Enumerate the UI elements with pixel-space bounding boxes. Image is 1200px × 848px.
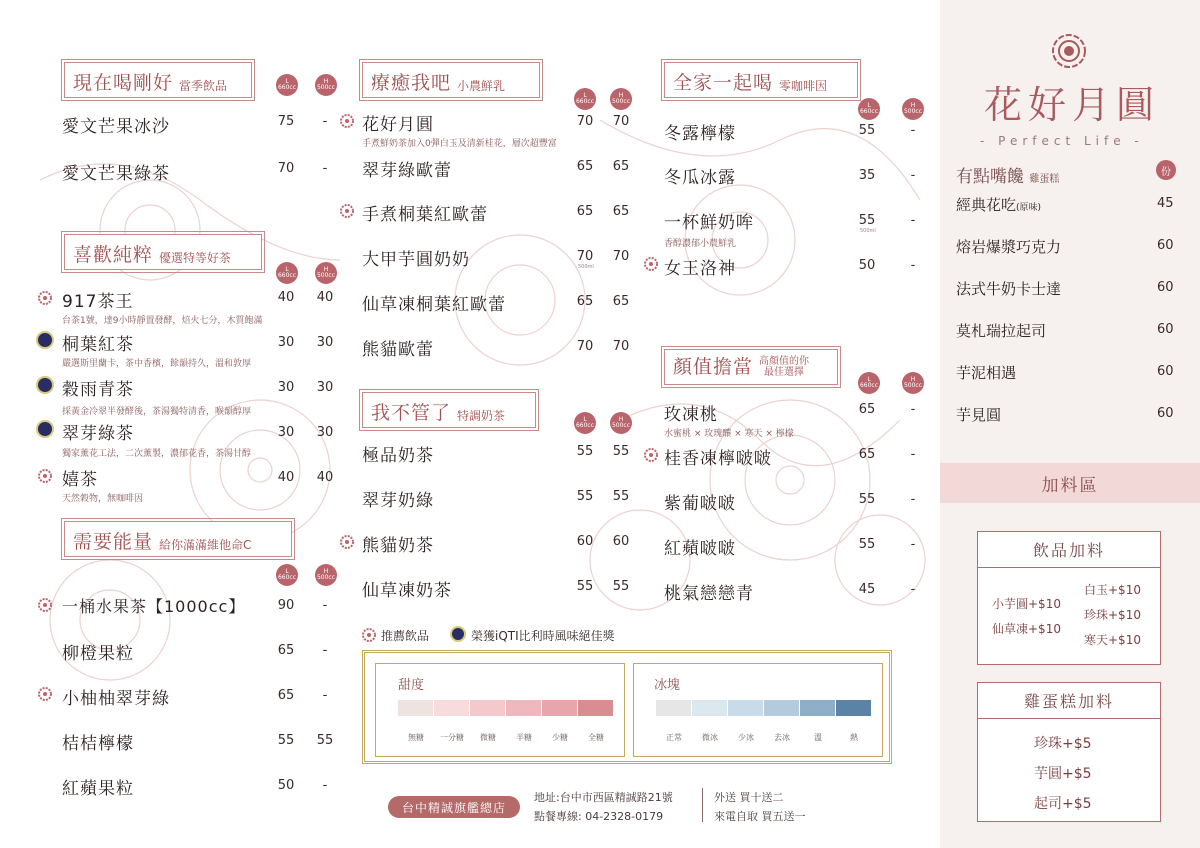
ice-swatch bbox=[800, 700, 835, 716]
price-l: 60 bbox=[576, 534, 594, 549]
price-h: 30 bbox=[316, 380, 334, 395]
section-title-seasonal bbox=[64, 62, 252, 98]
price-l: 70 bbox=[576, 114, 594, 129]
menu-item-name: 桐葉紅茶 bbox=[62, 335, 134, 355]
cake-item-name: 芋泥相遇 bbox=[956, 364, 1017, 382]
cup-letter: H bbox=[323, 568, 329, 575]
price-l: 65 bbox=[576, 204, 594, 219]
store-address: 地址:台中市西區精誠路21號 bbox=[534, 791, 673, 804]
sweetness-level-label: 少糖 bbox=[552, 733, 568, 742]
section-title-text: 療癒我吧 bbox=[371, 72, 452, 94]
price-l: 40 bbox=[277, 290, 295, 305]
recommend-flower-icon bbox=[340, 535, 354, 549]
section-title-milk-tea bbox=[362, 392, 536, 428]
menu-item-name: 紅蘋果粒 bbox=[62, 779, 134, 799]
price-l: 55 bbox=[277, 733, 295, 748]
price-h: 55 bbox=[612, 579, 630, 594]
cup-size-h-icon bbox=[902, 98, 924, 120]
legend-recommend: 推薦飲品 bbox=[381, 629, 430, 643]
section-title-text: 喜歡純粹 bbox=[73, 244, 154, 266]
cup-size-h-icon bbox=[902, 372, 924, 394]
price-h: - bbox=[322, 114, 328, 129]
cup-size: 500cc bbox=[611, 98, 631, 105]
ice-swatch bbox=[656, 700, 691, 716]
price-h: 30 bbox=[316, 335, 334, 350]
sweetness-swatch bbox=[434, 700, 469, 716]
cup-size-l-icon bbox=[858, 372, 880, 394]
cup-letter: H bbox=[910, 376, 916, 383]
recommend-flower-icon bbox=[38, 687, 52, 701]
sweetness-swatch bbox=[542, 700, 577, 716]
price-l: 55 bbox=[858, 123, 876, 138]
cake-section-title bbox=[956, 162, 1059, 187]
cake-item-price: 60 bbox=[1157, 406, 1174, 421]
section-title-healing bbox=[362, 62, 540, 98]
section-title-text: 需要能量 bbox=[73, 531, 154, 553]
price-l: 45 bbox=[858, 582, 876, 597]
cake-toppings-box bbox=[977, 682, 1161, 822]
menu-item-name: 冬露檸檬 bbox=[664, 124, 736, 144]
cup-letter: H bbox=[323, 266, 329, 273]
topping-item: 寒天+$10 bbox=[1084, 633, 1141, 647]
menu-item-name: 917茶王 bbox=[62, 292, 134, 312]
cup-size-l-icon bbox=[574, 88, 596, 110]
price-h: 55 bbox=[612, 489, 630, 504]
award-badge-icon bbox=[450, 626, 466, 642]
sweetness-swatch bbox=[398, 700, 433, 716]
menu-item-name: 一桶水果茶【1000cc】 bbox=[62, 597, 246, 616]
cake-item-price: 45 bbox=[1157, 196, 1174, 211]
sweetness-swatch bbox=[578, 700, 613, 716]
topping-item: 白玉+$10 bbox=[1084, 583, 1141, 597]
cake-item-note: (原味) bbox=[1016, 203, 1042, 213]
price-h: 55 bbox=[612, 444, 630, 459]
cup-size: 660cc bbox=[859, 382, 879, 389]
cake-item-price: 60 bbox=[1157, 280, 1174, 295]
price-h: 55 bbox=[316, 733, 334, 748]
price-h: - bbox=[910, 537, 916, 552]
menu-item-description: 台茶1號，達9小時靜置發酵，焙火七分，木質飽滿 bbox=[62, 316, 263, 326]
sweetness-panel bbox=[375, 663, 625, 757]
section-subtitle-line2: 最佳選擇 bbox=[764, 367, 805, 378]
cup-size: 660cc bbox=[277, 84, 297, 91]
menu-item-name: 愛文芒果綠茶 bbox=[62, 164, 170, 184]
menu-item-name: 愛文芒果冰沙 bbox=[62, 117, 170, 137]
price-h: - bbox=[322, 161, 328, 176]
price-l: 75 bbox=[277, 114, 295, 129]
topping-item: 芋圓+$5 bbox=[1034, 766, 1092, 782]
price-l: 65 bbox=[576, 159, 594, 174]
price-l: 30 bbox=[277, 425, 295, 440]
ice-level-label: 溫 bbox=[814, 733, 822, 742]
cake-item-name: 熔岩爆漿巧克力 bbox=[956, 238, 1062, 256]
delivery-promo: 外送 買十送二 bbox=[714, 791, 784, 804]
price-l: 65 bbox=[576, 294, 594, 309]
section-subtitle: 當季飲品 bbox=[179, 78, 228, 93]
cup-size-h-icon bbox=[610, 88, 632, 110]
cup-size: 660cc bbox=[859, 108, 879, 115]
sweetness-ice-chart bbox=[362, 650, 892, 764]
cup-size: 660cc bbox=[575, 422, 595, 429]
price-h: - bbox=[910, 213, 916, 228]
price-l: 65 bbox=[858, 402, 876, 417]
cup-size-l-icon bbox=[276, 74, 298, 96]
recommend-flower-icon bbox=[38, 291, 52, 305]
menu-item-name: 一杯鮮奶哞 bbox=[664, 213, 754, 233]
cake-item-price: 60 bbox=[1157, 238, 1174, 253]
menu-item-description: 嚴選斯里蘭卡，茶中香檳，餘韻持久，溫和敦厚 bbox=[62, 359, 252, 369]
price-h: - bbox=[322, 778, 328, 793]
per-portion-badge: 份 bbox=[1156, 160, 1176, 180]
topping-item: 仙草凍+$10 bbox=[992, 622, 1061, 636]
cup-letter: H bbox=[323, 78, 329, 85]
cup-letter: H bbox=[910, 102, 916, 109]
cake-item-price: 60 bbox=[1157, 364, 1174, 379]
menu-item-name: 小柚柚翠芽綠 bbox=[62, 689, 170, 709]
ice-swatch bbox=[764, 700, 799, 716]
menu-item-name: 紅蘋啵啵 bbox=[664, 539, 736, 559]
cup-size: 500cc bbox=[316, 272, 336, 279]
cake-item-price: 60 bbox=[1157, 322, 1174, 337]
topping-item: 小芋圓+$10 bbox=[992, 597, 1061, 611]
sweetness-level-label: 半糖 bbox=[516, 733, 532, 742]
cup-size-l-icon bbox=[276, 564, 298, 586]
menu-item-name: 仙草凍奶茶 bbox=[362, 581, 452, 601]
topping-item: 起司+$5 bbox=[1034, 796, 1092, 812]
menu-item-name: 桂香凍檸啵啵 bbox=[664, 449, 772, 469]
award-badge-icon bbox=[36, 331, 54, 349]
recommend-flower-icon bbox=[340, 114, 354, 128]
price-h: - bbox=[910, 258, 916, 273]
price-l: 70 bbox=[576, 339, 594, 354]
price-h: - bbox=[910, 492, 916, 507]
menu-item-name: 玫凍桃 bbox=[664, 405, 718, 425]
cup-size: 500cc bbox=[316, 574, 336, 581]
ice-level-label: 去冰 bbox=[774, 733, 790, 742]
price-l: 70 bbox=[277, 161, 295, 176]
cup-size: 500cc bbox=[316, 84, 336, 91]
menu-item-name: 冬瓜冰露 bbox=[664, 168, 736, 188]
topping-item: 珍珠+$10 bbox=[1084, 608, 1141, 622]
menu-item-name: 翠芽綠歐蕾 bbox=[362, 161, 452, 181]
cake-item-name: 莫札瑞拉起司 bbox=[956, 322, 1047, 340]
price-l: 90 bbox=[277, 598, 295, 613]
price-h: - bbox=[910, 447, 916, 462]
price-l: 65 bbox=[277, 643, 295, 658]
menu-item-name: 熊貓歐蕾 bbox=[362, 340, 434, 360]
section-subtitle: 小農鮮乳 bbox=[457, 78, 506, 93]
price-l: 55 bbox=[576, 579, 594, 594]
menu-item-name: 極品奶茶 bbox=[362, 446, 434, 466]
price-l: 30 bbox=[277, 380, 295, 395]
recommend-flower-icon bbox=[38, 598, 52, 612]
menu-item-name: 穀雨青茶 bbox=[62, 380, 134, 400]
recommend-flower-icon bbox=[644, 257, 658, 271]
cup-size: 500cc bbox=[903, 108, 923, 115]
cake-item-name: 芋見圓 bbox=[956, 406, 1002, 424]
sweetness-swatch bbox=[470, 700, 505, 716]
cake-title: 有點嘴饞 bbox=[956, 167, 1024, 187]
cup-letter: H bbox=[618, 92, 624, 99]
price-l: 65 bbox=[277, 688, 295, 703]
price-h: 70 bbox=[612, 249, 630, 264]
section-title-text: 現在喝剛好 bbox=[73, 72, 174, 94]
ice-label: 冰塊 bbox=[654, 678, 681, 693]
section-title-pure-tea bbox=[64, 234, 262, 270]
price-h: 40 bbox=[316, 290, 334, 305]
cup-letter: L bbox=[285, 266, 289, 273]
cup-letter: L bbox=[583, 92, 587, 99]
section-title-text: 我不管了 bbox=[371, 402, 452, 424]
footer-divider bbox=[702, 788, 703, 822]
toppings-band: 加料區 bbox=[940, 463, 1200, 503]
menu-item-name: 翠芽綠茶 bbox=[62, 424, 134, 444]
price-h: - bbox=[910, 123, 916, 138]
price-l: 55 bbox=[576, 489, 594, 504]
cup-size: 500cc bbox=[611, 422, 631, 429]
cup-letter: L bbox=[583, 416, 587, 423]
cup-letter: L bbox=[285, 78, 289, 85]
menu-item-name: 桃氣戀戀青 bbox=[664, 584, 754, 604]
section-subtitle: 優選特等好茶 bbox=[159, 250, 232, 265]
cup-size-h-icon bbox=[315, 74, 337, 96]
sweetness-level-label: 無糖 bbox=[408, 733, 424, 742]
price-l: 55 bbox=[858, 492, 876, 507]
menu-item-name: 桔桔檸檬 bbox=[62, 734, 134, 754]
cup-size-l-icon bbox=[574, 412, 596, 434]
price-l: 55 bbox=[858, 213, 876, 228]
menu-item-name: 大甲芋圓奶奶 bbox=[362, 250, 470, 270]
cake-item-label: 經典花吃 bbox=[956, 196, 1017, 214]
recommend-flower-icon bbox=[644, 448, 658, 462]
price-l: 30 bbox=[277, 335, 295, 350]
cup-letter: L bbox=[285, 568, 289, 575]
section-title-text: 全家一起喝 bbox=[673, 72, 774, 94]
menu-item-name: 仙草凍桐葉紅歐蕾 bbox=[362, 295, 506, 315]
cup-letter: L bbox=[867, 376, 871, 383]
cake-subtitle: 雞蛋糕 bbox=[1029, 174, 1060, 185]
price-h: 65 bbox=[612, 294, 630, 309]
price-h: - bbox=[322, 598, 328, 613]
cup-size: 660cc bbox=[277, 272, 297, 279]
price-l: 50 bbox=[277, 778, 295, 793]
section-subtitle: 零咖啡因 bbox=[779, 78, 828, 93]
ice-level-label: 正常 bbox=[666, 733, 682, 742]
price-h: 65 bbox=[612, 159, 630, 174]
price-h: 65 bbox=[612, 204, 630, 219]
cup-size-h-icon bbox=[610, 412, 632, 434]
drink-toppings-box bbox=[977, 531, 1161, 665]
menu-item-name: 手煮桐葉紅歐蕾 bbox=[362, 205, 488, 225]
section-title-energy bbox=[64, 521, 292, 557]
cup-size-l-icon bbox=[276, 262, 298, 284]
store-name-badge: 台中精誠旗艦總店 bbox=[388, 796, 520, 818]
cake-toppings-title: 雞蛋糕加料 bbox=[978, 683, 1160, 719]
cup-size-h-icon bbox=[315, 564, 337, 586]
price-l: 70 bbox=[576, 249, 594, 264]
section-title-family bbox=[664, 62, 858, 98]
volume-note: 500ml bbox=[860, 228, 876, 234]
price-h: - bbox=[910, 168, 916, 183]
pickup-promo: 來電自取 買五送一 bbox=[714, 810, 806, 823]
price-h: 60 bbox=[612, 534, 630, 549]
section-subtitle-line1: 高顏值的你 bbox=[759, 355, 810, 367]
menu-item-description: 天然穀物，無咖啡因 bbox=[62, 494, 144, 504]
cup-letter: H bbox=[618, 416, 624, 423]
section-subtitle: 特調奶茶 bbox=[457, 408, 506, 423]
recommend-flower-icon bbox=[340, 204, 354, 218]
brand-tagline: - Perfect Life - bbox=[980, 134, 1144, 148]
recommend-flower-icon bbox=[38, 469, 52, 483]
menu-item-name: 翠芽奶綠 bbox=[362, 491, 434, 511]
ice-swatch bbox=[692, 700, 727, 716]
price-h: - bbox=[322, 643, 328, 658]
sweetness-level-label: 全糖 bbox=[588, 733, 604, 742]
menu-item-description: 水蜜桃 × 玫瑰釀 × 寒天 × 檸檬 bbox=[664, 429, 794, 439]
menu-item-name: 嬉茶 bbox=[62, 470, 98, 490]
brand-name: 花好月圓 bbox=[984, 83, 1161, 127]
cup-size: 500cc bbox=[903, 382, 923, 389]
section-subtitle bbox=[759, 356, 809, 379]
section-subtitle: 給你滿滿維他命C bbox=[159, 537, 252, 552]
menu-item-name: 熊貓奶茶 bbox=[362, 536, 434, 556]
menu-item-name: 柳橙果粒 bbox=[62, 644, 134, 664]
cup-size: 660cc bbox=[277, 574, 297, 581]
recommend-flower-icon bbox=[362, 628, 376, 642]
ice-panel bbox=[633, 663, 883, 757]
price-h: - bbox=[910, 402, 916, 417]
price-h: 70 bbox=[612, 339, 630, 354]
sweetness-swatch bbox=[506, 700, 541, 716]
brand-logo-flower-icon bbox=[1050, 32, 1088, 70]
price-l: 35 bbox=[858, 168, 876, 183]
cup-letter: L bbox=[867, 102, 871, 109]
volume-note: 500ml bbox=[578, 264, 594, 270]
award-badge-icon bbox=[36, 420, 54, 438]
ice-swatch bbox=[836, 700, 871, 716]
price-l: 50 bbox=[858, 258, 876, 273]
menu-item-name: 紫葡啵啵 bbox=[664, 494, 736, 514]
price-l: 55 bbox=[858, 537, 876, 552]
price-h: 30 bbox=[316, 425, 334, 440]
price-h: - bbox=[322, 688, 328, 703]
price-h: - bbox=[910, 582, 916, 597]
sweetness-label: 甜度 bbox=[398, 678, 425, 693]
price-h: 70 bbox=[612, 114, 630, 129]
menu-item-name: 花好月圓 bbox=[362, 115, 434, 135]
price-l: 65 bbox=[858, 447, 876, 462]
section-title-beauty bbox=[664, 349, 838, 385]
section-title-text: 顏值擔當 bbox=[673, 355, 754, 378]
menu-item-description: 香醇濃郁小農鮮乳 bbox=[664, 239, 737, 249]
cake-item-name: 法式牛奶卡士達 bbox=[956, 280, 1062, 298]
price-l: 55 bbox=[576, 444, 594, 459]
price-l: 40 bbox=[277, 470, 295, 485]
cup-size-l-icon bbox=[858, 98, 880, 120]
award-badge-icon bbox=[36, 376, 54, 394]
order-phone: 點餐專線: 04-2328-0179 bbox=[534, 810, 664, 823]
ice-level-label: 熱 bbox=[850, 733, 858, 742]
ice-level-label: 少冰 bbox=[738, 733, 754, 742]
sweetness-level-label: 一分糖 bbox=[440, 733, 464, 742]
ice-level-label: 微冰 bbox=[702, 733, 718, 742]
cup-size-h-icon bbox=[315, 262, 337, 284]
cake-item-name bbox=[956, 194, 1041, 215]
menu-item-name: 女王洛神 bbox=[664, 259, 736, 279]
legend-award: 榮獲iQTI比利時風味絕佳獎 bbox=[471, 629, 615, 643]
cup-size: 660cc bbox=[575, 98, 595, 105]
drink-toppings-title: 飲品加料 bbox=[978, 532, 1160, 568]
sweetness-level-label: 微糖 bbox=[480, 733, 496, 742]
menu-item-description: 獨家薰花工法，二次薰製，濃郁花香，茶湯甘醇 bbox=[62, 449, 252, 459]
topping-item: 珍珠+$5 bbox=[1034, 736, 1092, 752]
price-h: 40 bbox=[316, 470, 334, 485]
menu-item-description: 採黃金冷翠半發酵後，茶湯獨特清香，喉韻醇厚 bbox=[62, 407, 252, 417]
ice-swatch bbox=[728, 700, 763, 716]
menu-item-description: 手煮鮮奶茶加入0彈白玉及清新桂花，層次超豐富 bbox=[362, 139, 557, 149]
